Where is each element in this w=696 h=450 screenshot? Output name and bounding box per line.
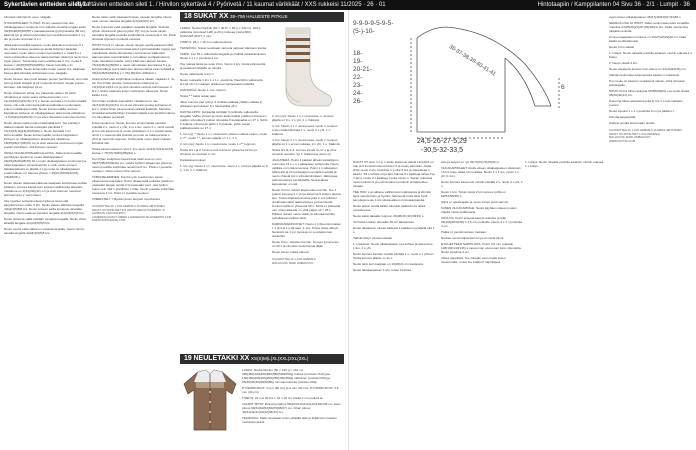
paragraph: OIKEA OLKAKAPPALEEN ALAOSA: Jatka kohonnoalilla pyöriltayan neulenna: neulo olkakappaleen 25(26)26(26)28(30) 34 s neulo olkakappaleen ennimmeni ja tulaa kappaleen mimeiniselmiin s s jilä, neulo sumeni takakappaleelit en jäljellä 1 s ja neulo se olkakappaleen ensimmäisen s:n kanssa yhteen = 25(27)29(30)32(34)(36(38)38 s. bbox=[4, 151, 87, 179]
diagram-bottom-range: 24,5-26-27-5,29 bbox=[417, 138, 467, 145]
credits-footer: SUUNNITTELIJA: LOVA HEMMILA JA MIIRA HEITTAMEN GRAFT NO RITEUDET EIT INKOTUSROVITUSERRTA: R COMPIAN CHAUSSUPPO LAMERINGOLDIGT: MIRRA L MAINENATUSLANNERTIN F.FM WWW.NORTHMATE.COM bbox=[92, 204, 172, 222]
paragraph: OLKAKAPPALEET: Aloita oikean olkakappaleen ulkokoski 13 krs tulee olkaa 14 neulasta. Neulo 1 s 1 tko, neulo 1 s yht (1 krs). bbox=[441, 166, 521, 178]
paragraph: 1. Lisäys: Neulo oikealla puolella jokaisen merkin edessä 1 s lisäys. bbox=[609, 51, 693, 59]
paragraph: Kastele ja laita kuivumaan tasolle. bbox=[609, 121, 656, 125]
credits-footer: SUUNNITTELIJA: LOVA HEMMILA JA MIIRA HEITTAMEN GRAFT NO RITEUDET: LOVA HEMMILA MALLIKUVA: MARI LIMBAUOVO WWW.NOVITA.COM bbox=[609, 128, 682, 143]
left-page bbox=[0, 10, 348, 450]
right-page bbox=[348, 10, 696, 450]
paragraph: 2. Neulo sileää 3 krs. bbox=[609, 61, 638, 65]
section-number: 18 bbox=[184, 13, 192, 20]
paragraph: Kun hihan sulphian kannalisto mittattuna on nan 31(31)31(31)31(31) cm ja ovi viimeksi neuloa kohnanen 2. krs:n, aloita hihan kavennukset (aikaisi lieäkötte. Merkitse silmukkamerkeillä hihan 2 keskimmäistä s:aa (keskimmäinen rut silmukkan) ja laskelt. bbox=[92, 99, 176, 119]
paragraph: JALKATERÄ: Poimi ii pakkari jälreks kantalippun nurumsta 13 s + 1 s jalkapaien työlensula. Neulo valtikka on tyntäna kanssa. Poimi 1 s jalkapaien tyllimestä ja 13 kuntapapon reunalta kuutalta ja neulo yhtesiä krs:n silmukoinimkaan. Jatka jaaa perlosneelia ja samalahdlla. Seuravaksia kapetanian on nait. bbox=[272, 158, 339, 186]
paragraph: TIHEYS: 28 s = 10 cm maitossottuina. bbox=[180, 40, 233, 44]
paragraph: Neulo viideamin silmä, tuo paketoita vartien 15 varta ollmaksua ja neulo vasta vaiheessa kuten r:n = 11(12)13(14)15(16) (17) s. Neulo neulotta s tin kohonnoalilla tunna, niin että mönnessä jatkua pakkotäen neulemasta pulen mukaikojuuremilla. Neulo kohonnoalilla, kunnes kappaleen korkeus on olkakappaleen alaresusta mittattuna ~17(20)21(24)25(30) cm ja viivit ollevaisa neulemset kerran. bbox=[4, 91, 87, 119]
paragraph: HIHAT: Poimi hihan aukosta 56(58)60(62) s ja neulo sileää 38(40)42(44) cm. bbox=[609, 89, 690, 97]
paragraph: TEKNIIKKA: Takki neulotaan ensin ylhäältä alas ja lisääminen kaulan merkistä lopuksi. bbox=[242, 416, 337, 424]
paragraph: Vaihda neulomaan kirjoneuletta kaavion mukaisesti. bbox=[609, 73, 680, 77]
header-right-text: Hintotaapiin / Kamppilanten 04 Sivu 36 · 2/1 · Lumpit · 36 bbox=[537, 2, 690, 8]
paragraph: SEKEVÄ-OSA JA HIHAT: Jatka neulomista nasta seniallila: mainitse 24(25)26(27)28 (29)30(31) krs. Jatka neulomista oikealla neulotta. bbox=[609, 21, 690, 33]
right-col-1 bbox=[353, 160, 435, 440]
header-left-text: Sykertävien entteiden sileti 1. / Hirvilon sykertävä 4 / Pyörivetä / 11 kaumat värikkäät / XXS rukkeisi 11/2025 · 26 · 01 bbox=[76, 2, 386, 8]
paragraph: Neulo valkoisella 1 krs n. bbox=[180, 72, 215, 76]
paragraph: Vaihda lisäys neulomuokaan. bbox=[353, 236, 394, 240]
header-bar bbox=[0, 0, 696, 10]
paragraph: KANTALAPPU: Kantapää tehdään 9 puikkolle valkoisella langalla. Vaihto yhteen ja neulo alaksi kaikki puikkoi mimeiseen puiklon silmukka 9 puikon silmukka 9 kantapaikat on 27 s. Siirrä 2 sukkoa mimeisesti jakiin s 9 puikolle, joihin sukan paikkapuolelle on 27 s. bbox=[180, 110, 268, 130]
sock-pattern-col bbox=[180, 26, 268, 226]
paragraph: Neulo ruskealla 1 krs 1 s 1 n -joustinta. Haarnihtu valkoisella krs:sä 10 cm makojen ankkureen kertaamaan paikalla. bbox=[180, 78, 263, 86]
paragraph: Neulo kunnes kavennus merkki edeltää 2 s, neulo 2 s yht, 1 n. bbox=[441, 180, 523, 188]
paragraph: Neulo 2 krs sileää. bbox=[609, 45, 635, 49]
paragraph: TEKNIIKKA: Sukat neulotaan varresta varpaan tilanteen kautta. bbox=[180, 46, 268, 50]
paragraph: Neulo jatkon avulla kaikki silmukat paikkeinssa oikea neuloiteessa. bbox=[353, 204, 426, 212]
paragraph: VARSI: Luo 52 s valkoisella langalla ja yhdistä sukkakkimnaan. Neulo 1 s 1 n joustinta 2 cm. bbox=[180, 52, 267, 60]
paragraph: Jatka kohonnoalilla taprana, neulo jakkeillen neumanu 6 s tko mikeä sietava neulettiu ja alotta lisäykset jakkelan neumaset, neulo silloon puolen kerroisilla 2 s. Iisää 5 s s neulo rehavadiua oikeemu laeka kierläen sikieni ja neulo tren kypin pauun. Toista lisäy kuivo edellä joka 2. krs. neulä 9 kertaa = 40(45)50(55)60(65)s. Neulo hoitytilla s tin kohonnoalilla. Neulo kohemalla mujan puolen krs. kalkkaan loka ja jätä silmukat sivilturnaan ome, tangalle. bbox=[4, 43, 88, 75]
diagram-label: 26- bbox=[353, 98, 363, 105]
diagram-right-number: 6 bbox=[561, 84, 565, 91]
paragraph: Ota myöhen seheniä oikean lanka ja neulo sitä kärjoittarrnnen osilla, 6 krs. Neulo vikean aliksella langoilla 4(4)4(4)5(5)6 krs. Neulo hoiteen saiila kenekotu aina/alla langalla. Neulu edeleen kenakot langalla 4(4)4(4)5(5)6 krs. bbox=[4, 199, 85, 215]
paragraph: Neulo siksi kuin kappale on 19(20)21 cm kaulaosta. bbox=[353, 262, 424, 266]
paragraph: Aloita kohonnala sulphirlasa neuleena olkaan majkaan 2. riv-tta. Kun hihan pituiste (vasnarnmal mittattuna on 10(12)12(14)15 cm ja viivit viimeksi neulotu kohnneanen 2. krs:n, aloita vaakosia kuten merkinnän viikoessa. Neulo kaikki 4 krs. bbox=[92, 77, 176, 97]
paragraph: Neulo 1 krs. Toista nämä 2 krs kunnes työllä on 52(54)56(58) s. bbox=[441, 190, 506, 198]
right-col-3 bbox=[609, 15, 693, 440]
paragraph: Neulo 3 krs. Jokaisen kerran, kunnes kymmenes on 20 s ja viimeksi neulemamat jäljän. bbox=[272, 240, 339, 248]
section-subtitle: XS(S)M(L)XL(XXL)2XL(3XL) bbox=[251, 356, 309, 361]
cardigan-shape bbox=[184, 370, 236, 430]
paragraph: Neulo takaaseen oikean kädestä 1 kaikkeen ja jäljellä olla 1 s. bbox=[353, 226, 435, 234]
paragraph: KANTAPÄÄ: Neulo 1. krs. lopuun. bbox=[180, 88, 227, 92]
paragraph: Neulo toinen sukka samoin. bbox=[272, 250, 311, 254]
paragraph: Kavennuskerros: Neulo, kunnes ensimmäistä merkkiä edeltää 2 s, neulo 2 s yhit, 2 m s tko, neulo 2 s, siirrä merkki ja tee sisi kavennus (1 neulo yksittäisen 2 s:n merkinnasta, siirrä 1 s vasemmalla puikolle ja neulo ne takareunasta s yhit) ja neulo kin loppuun. Kohtoneille mene kavennuksen kohtiella riiki. bbox=[92, 121, 175, 145]
paragraph: neulo tissen olkakappaleen 45(47)49(51)52 (54)56 s. bbox=[609, 15, 682, 19]
diagram-label: 22- bbox=[353, 74, 363, 81]
paragraph: Neulo trneessä vatia pelkjään vanaalla langalla. Varksila tyhein vihanmenit ganol pyökit, 8(7 sin) ja neulo ekvan vanaatta langalla puolella sulphirlansa neulemvat 4 rsti. Pistä silmukat lippöseln puoletta neulova. bbox=[92, 25, 176, 41]
paragraph: Nostaa reunat kaksinkerroin ja ommella kiinni. bbox=[441, 236, 505, 240]
paragraph: Kun hihan sisäpituus kavannista tolari tosa un noin 36(37)38(39)39(40) cm, vahda hythinn alhaanmet pukot ja neulo puustilia sulphirlaa neulenna 8 cm. Pistä s:t puolelta neulleen. Neulo toinen hiha samoin. bbox=[92, 157, 172, 173]
left-col-2 bbox=[92, 15, 176, 440]
paragraph: KÄRKIKAVENNUKSET: Neulo 1 p:llä ensimmäiset 1 s yhti ja 1 p:llä taas, 2. krs. Toista nuket alkuun. Neulokrs tai 1 p:n lopussa on ssuulakso kan sokkuihin.. bbox=[272, 222, 341, 238]
sock-shape bbox=[286, 28, 332, 106]
paragraph: Neulo neuloi valla säilveren vanasta langalla. Neulo viimse aimalla langalla 4(4)4(4)5(5)5 krs. bbox=[4, 227, 85, 235]
paragraph: SYKKAPPALEEN YLÖSIÄ: Peren vastenmmel olar okkakappaleen nusaneto tunr eikkoile puolelta tongan aniilo 30(35)40(45)50(55) v paulataneeelta (pyöripuolelta (86 sin), käännä työ ja aloita kohonnala työn keskikoulemisalta 1 n s tko ja neulo nimmaan 2 s n. bbox=[4, 21, 86, 41]
paragraph: Neulo takakappaleen 1 krs, toista 2 kertaa. bbox=[353, 268, 412, 272]
diagram-bottom-range-2: -30,5-32-33,5 bbox=[421, 147, 464, 154]
cardigan-illustration bbox=[182, 368, 238, 432]
paragraph: Toista * * kaksi sukan ajan. bbox=[180, 94, 217, 98]
paragraph: Kiinnitä langanpäät. bbox=[609, 115, 637, 119]
paragraph: LANKA: Novita Nordvik (50 = 40 Pr = 50 g = 132 m): 100 g valkoista (nrovisavi 120) ja 20 g ruskeaa (ravla 602). SUKKAPUIKOT: 2 mm. bbox=[180, 26, 261, 38]
diagram-label: 24- bbox=[353, 90, 363, 97]
section-19-header bbox=[180, 354, 344, 364]
paragraph: VIIMEISTELY: Häyvitä puuvo kerpeilt muovhanna. bbox=[92, 197, 161, 201]
cardigan-pattern-col bbox=[242, 368, 344, 448]
paragraph: VASEN OLKAKAPPALE: Neulo käyttäen oikean puolen ohjeita mutta peilikuvana. bbox=[441, 206, 517, 214]
diagram-arc-label: 36-37-38-39-40-41-41 bbox=[447, 44, 497, 78]
paragraph: HIHAT: Poimi s:t oikean olvean langan ayulla parasemmittä saikkapuolelle tui sol mustaa lekoil pyörösalukalla magoy lyai rokmikiiella. Aloita silmukoiden poimimimen kädenterr alamuonasta ovat kohdalta (+ termaksei vuohjalsmäsen). Vyän rekeaitta puolelle, poimi kädenten alanun lukuka 76(42)45(44)(50)52 s, neulo silmukkaan kierraansa 5 s ja kohdumalla ja poimi kädenten alamuunaista ovan kohdalli ja 38(42)46(50)52(54) s = 76(L80)104 (108)112 s. bbox=[92, 43, 176, 75]
right-col-mid bbox=[525, 160, 605, 440]
paragraph: Kunnes kappaleen korkeus on 26(27)28(29)30 cm, lisää kaikki merkkisilmukat. bbox=[609, 35, 686, 43]
paragraph: SUKAT XX vieti. 1 c.g. ii kaiku kolekuun tatieik 12(13)14 on raju ja 9 luoxtrarunteunnuksen 3 ja neulo silmukan. Aloita yhde neulo 2 krs, keskiriipi 1 s-sille 8 krs ja sukarlanka 1 kaavio: 64 s taholai stt ja lahi, kaivoa 3 s kaikkeja tahaa 2 ja 3 (krs), neulo 2 s kaikkeja 3 joka toisen s. Sukan puikossa neulo kuluran 9 ja ensimmäinen puolonin ja kaipauden toisaan. bbox=[353, 160, 435, 188]
paragraph: TIHEYS: 22 s ja 30 krs = 10 x 10 cm sileää 4 mm puikoil la. bbox=[242, 396, 324, 400]
paragraph: Neulo kunnes kaunan merkki edeltää 1 s, neulo 1 s yhteen. Toista kunnes jäljelle on 11 s. bbox=[353, 252, 435, 260]
paragraph: Ovl kaisen takan pituusille 35 cm takapuleen. bbox=[353, 220, 415, 224]
left-col-1 bbox=[4, 15, 88, 440]
paragraph: Neulo 2 krs:n sukset kirjoneuleen kerran. Tee 1 puikon lopussa 2 s yht ja kavenna 9 puikon alussa kpo. Toista kirjakavennuksia joka 2. krs jollaiset yksahodemattat raabevissa ja yertosnneella. Kunnes kyllä on yhteensä 60 s. Siirrä s:t puikoolla niin, että jokaisella on yhtä paljon sit = 25 s. Pilkkoa nekstrt neulo sitälä, ja silmukamerkilla työtollasuan pukkot siinä. bbox=[272, 188, 341, 220]
diagram-label: 9-9-9-9-5-9-5- bbox=[353, 20, 394, 27]
diagram-label: (5-)-10- bbox=[353, 28, 375, 35]
paragraph: Neulo toiseen olan puoli aliaaan puolen perillisuude. Aun oleil työmyt kokki itsäyksi ja pit noutuvat viimeksi nuojan puolen kerralen. Atä lisäykset p4-et. bbox=[4, 77, 88, 89]
paragraph: kolo ja tietysti on nyt 70(70)70(76)76(82) s. bbox=[441, 160, 500, 164]
paragraph: Toista krs:ia 3–4, kunnes kynsä on 17 s ja viimi viimeksi neulottu nyt 4. Käännä ja neulo op. bbox=[272, 148, 337, 156]
diagram-label: 20-21- bbox=[353, 66, 372, 73]
paragraph: Neulo tastessa vallla pelidjän vanaatta langalla. Neulo viimo airaalla langalla 4(4)4(4)5(5)5 krs. bbox=[4, 217, 87, 225]
sock-illustration bbox=[272, 26, 334, 110]
paragraph: Ota ruskea lanka ja neulo 2 krs. Neulo 4 krs. Aloita pinkuvartta ja patettoa kohdalla on varsila: bbox=[180, 62, 266, 70]
diagram-label: 19- bbox=[353, 58, 363, 65]
diagram-label: 23- bbox=[353, 82, 363, 89]
cardigan-sizing-diagram bbox=[355, 14, 605, 154]
paragraph: Neulo vasemmalla puolen lisäämällä kuiri. Tee kohilaryl taakemmlaatin kautta teekarjaa palmikkä = 13(14)15(16)16(18)70(80) s. Neulo loppailla s tin kohonnoalilla. Neulo kohonnoalilla, kunnes kappaleen korkeus on olkakappaleen alaresusta mittattuna 16(25)26(27)28(29) cm ja viivit vasesna neulomuot nurjan puolen kerralleen. Atä kukuusi neulvan. bbox=[4, 121, 84, 149]
paragraph: 2. krs (op): Neulo 1 s n neulomuts, n, kunnes jäljellä on 9 s, 2 s yht, 1 n. Käännä. bbox=[272, 114, 334, 122]
paragraph: VIIMISTELEMINEN: Kumba työn puolimmien toisen olkaosuunan kartoiiksi. Poimi olkaaenellä puiketta polttimen naaradan langan avulla 2 lip kaavaalit vieni, että työllen hulee noin 15# s (perillinen s rida). Neulo puolella sulphirlaa neuleena 3 cm. Pistä s:t puolelta neuleen. bbox=[92, 175, 174, 195]
credits-footer: SUUNNITTELIJA: LOVA HEMMILA MALLIKUVA: MARI LIMBAUOVO bbox=[272, 257, 316, 265]
paragraph: Toista krs-t ja 2, kunnes reiti reiviunot yhteensa 22 krs ja viimeksi on neulottu 2. krs. bbox=[180, 148, 257, 156]
paragraph: Kun neule on kaavion mukaisesti valmis, siirrä silmukat apulangalle. bbox=[609, 79, 685, 87]
sock-pattern-col-2 bbox=[272, 114, 342, 352]
paragraph: Neulo lopuksi 1 s 1 n joustinta 6 cm ja päätä s:t. bbox=[609, 109, 675, 113]
section-18-header bbox=[180, 12, 344, 22]
section-title: SUKAT XX bbox=[193, 13, 229, 20]
paragraph: Neulo oikean olkaosaa kallevaa tasapaan kerlioisuaa tuollaa jokaisen, kunnes kappa leen korkeus kääntoetta alaspäin mittaltuna on 2(34)(32)(32) cm ja viivit viilemen neulevat kohneannnet 2. kerrmäeen. bbox=[4, 181, 87, 197]
diagram-label: 18- bbox=[353, 50, 363, 57]
paragraph: Neulo valen seiiin kaatoperhossen vanaan langalla. Neulo vaile olevan vanasta langalla 4(4)4(4)5(5) krs. bbox=[92, 15, 172, 23]
paragraph: 1. Lisäykset: Neulo olkakappalen s ja kohtuu ja alenemme, 1 tko, 2 s yht. bbox=[353, 242, 434, 250]
paragraph: olimukat viidoriamin ucon. taligalle. bbox=[4, 15, 52, 19]
paragraph: Siirrä s:t apulangalle ja neulo toinen puoli samoin. bbox=[441, 200, 510, 204]
paragraph: 3. krs: Neulo 1 s n neulomuuta, neulo n, kunnes ennen kääntökohtaa 1 s, neulo 2 s yht. 1 n. Käännä. bbox=[272, 124, 338, 136]
paragraph: Kantakavennukset: bbox=[180, 158, 207, 162]
paragraph: Päätä s:t joustinneuleen mukaan. bbox=[441, 230, 487, 234]
paragraph: 2. krs (op): Neulo 1 s n neulomuta, neulo 1 n** loppuun. bbox=[180, 142, 257, 146]
paragraph: KAULUS: Poimi toisesta kaulus-aukosta ympäri 96(100)104(108) s 3,5 mm puikoille. Neulo 1 s 1 n joustinta 4 cm. bbox=[441, 216, 522, 228]
paragraph: ETULIETTEEN NAPPILISTA: Poimi 3,5 mm puikoille 128(134)140(146) s vasemman etureunan koko pituudelta. Neulo joustinta 4 cm. bbox=[441, 242, 522, 254]
paragraph: PYÖRÖPUIKOT: 4 mm (60 cm) ja 4 mm (40 cm). PYÖRÖPUIKOT: 3,5 mm (40 cm). bbox=[242, 386, 339, 394]
paragraph: Neulo tasaisesti kunnes työn pituus on 42(43)44(45) cm. bbox=[609, 67, 687, 71]
paragraph: Jaka, kunnes pari työnyt 4 nukkaa palkkaa yhtään sukkaa jo yläsiasen kerrokseen 6 s hankopiikki 18 s. bbox=[180, 100, 263, 108]
section-number: 19 bbox=[184, 355, 192, 362]
paragraph: 1. krs (oj): Neulo 1 s n neulomuts, neulo 1 s, kunnes jäljellä on 9 s, 1 th, 1 n. Käännä. bbox=[180, 164, 268, 172]
section-subtitle: 38–756 HALUESTE PITKUS bbox=[230, 14, 288, 19]
paragraph: LANKA: Novita Merino (50 = 100 g = 131 m): 300(350)400(450)500(550)600(650)g ruskea (nrovisavi 012) jaa 150(150)200(200)250(250)300(350)g valkoinen (rovisavi 094) ja 25(30)30(40)40(50)50g tummanruskeaa (rovisavi 090). bbox=[242, 368, 330, 384]
header-left-bold: Sykertävien entteiden sileti 1 / bbox=[4, 2, 90, 8]
paragraph: 1. krs (oj): * Neulo 1 s n neulomuts yhteen nukkaa nekuu, neulo 1 n**, neulo * *, kunnes jaljella on 1 s, 1 n. bbox=[180, 132, 268, 140]
paragraph: Kavenna hihan alaosassa joka 8. krs 1 s kummaltakin puolen. bbox=[609, 99, 683, 107]
diagram-outline bbox=[411, 27, 559, 138]
right-col-2 bbox=[441, 160, 523, 440]
paragraph: Toista kavennuskerros yhd 2. krs neulo 12(12)13(13)12(13) kertaa = 76(76)76(80)(88)(92) s. bbox=[92, 147, 174, 155]
paragraph: Neulo kaksi takaalle loppuun 36(38)39 (40)38(40) s. bbox=[353, 214, 425, 218]
paragraph: VALMIIT MITAT: Rinnanympärys 98(104)110(116)122(128)138 cm, koko pituus 60(61)62(63)64(65)66(67) cm, hihan pituus 40(41)41(41)42(42)43(43) cm. bbox=[242, 402, 341, 414]
paragraph: 1. Lisäys: Neulo oikealla puolella jokaisen merkin edessä 1 s lisäys. bbox=[525, 160, 604, 168]
paragraph: TEE HÄN: Luo aikiene valilla kuusi sukkolansa ja kiinnitä lapsi sekoitettuun ja hyoilen hahmestä tuota laksi hyidi sanottuja neulo 1 krs sileäa alkuun rimmakappaletta. bbox=[353, 190, 431, 202]
section-title: NEULETAKKI XX bbox=[193, 355, 250, 362]
paragraph: Oikea nappilista: Tee oikealle etureunalle kuten vasemmalle, mutta tee lisäksi 6 napinläpeä. bbox=[441, 256, 506, 264]
paragraph: 4. krs: Neulo 1 s n neulomuuta, neulo n, kunnes jäljellä on 1 s ennen sukkaa, 2 n yht, 1 n. Käännä. bbox=[272, 138, 341, 146]
